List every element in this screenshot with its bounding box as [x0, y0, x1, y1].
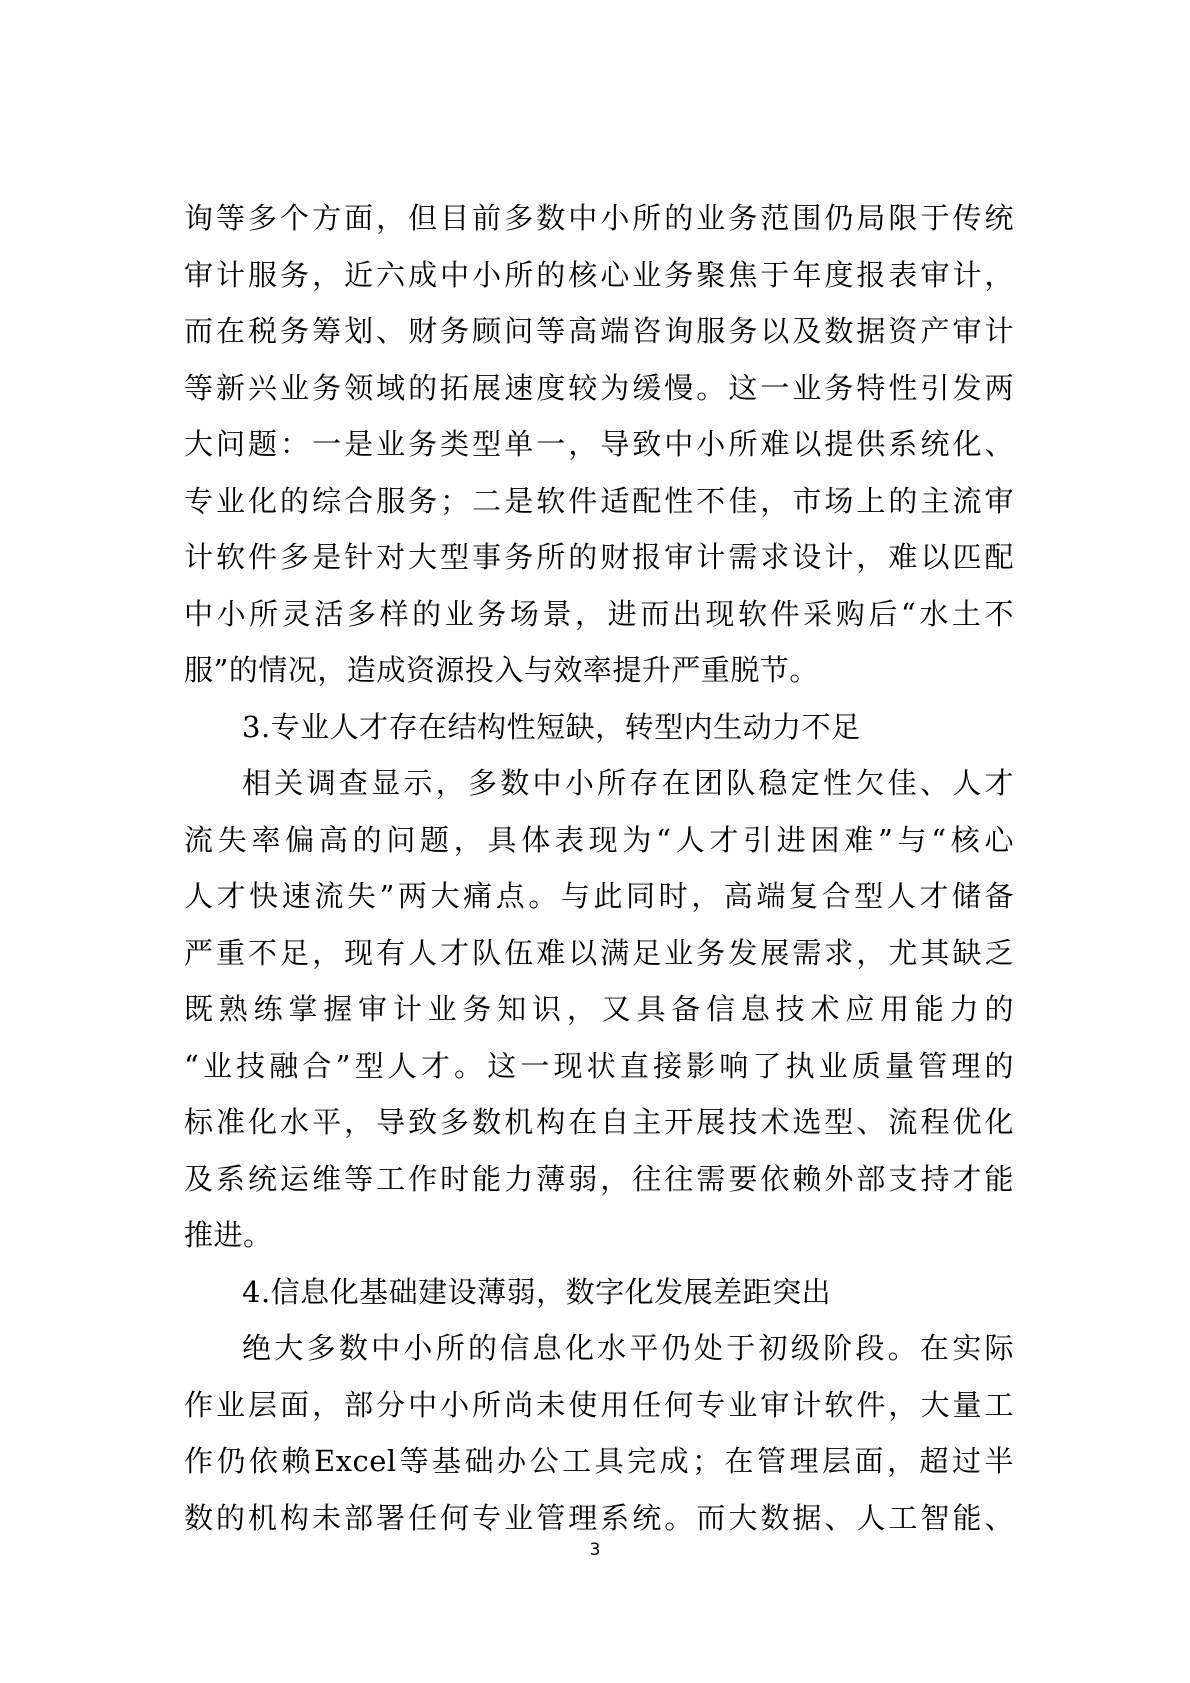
page-number: 3	[589, 1540, 601, 1560]
heading-text: 4.信息化基础建设薄弱，数字化发展差距突出	[242, 1274, 832, 1309]
text-line: 标准化水平，导致多数机构在自主开展技术选型、流程优化	[184, 1105, 1014, 1139]
text-line: 流失率偏高的问题，具体表现为“人才引进困难”与“核心	[184, 822, 1014, 857]
text-line: 作业层面，部分中小所尚未使用任何专业审计软件，大量工	[184, 1387, 1014, 1422]
text-line: 及系统运维等工作时能力薄弱，往往需要依赖外部支持才能	[184, 1161, 1014, 1196]
text-line: 严重不足，现有人才队伍难以满足业务发展需求，尤其缺乏	[184, 935, 1014, 970]
text-line: 绝大多数中小所的信息化水平仍处于初级阶段。在实际	[242, 1331, 1014, 1365]
text-line: 数的机构未部署任何专业管理系统。而大数据、人工智能、	[184, 1500, 1014, 1535]
text-line: 既熟练掌握审计业务知识，又具备信息技术应用能力的	[184, 992, 1014, 1026]
heading-text: 3.专业人才存在结构性短缺，转型内生动力不足	[242, 709, 861, 744]
text-line: “业技融合”型人才。这一现状直接影响了执业质量管理的	[184, 1048, 1014, 1083]
text-line: 相关调查显示，多数中小所存在团队稳定性欠佳、人才	[242, 766, 1014, 800]
section-heading-4	[184, 1264, 1014, 1321]
text-line: 大问题：一是业务类型单一，导致中小所难以提供系统化、	[184, 427, 1014, 461]
text-line: 询等多个方面，但目前多数中小所的业务范围仍局限于传统	[184, 201, 1014, 235]
text-line: 专业化的综合服务；二是软件适配性不佳，市场上的主流审	[184, 483, 1014, 518]
paragraph-talent	[184, 755, 1014, 1264]
text-line: 等新兴业务领域的拓展速度较为缓慢。这一业务特性引发两	[184, 370, 1014, 405]
text-line: 作仍依赖Excel等基础办公工具完成；在管理层面，超过半	[184, 1444, 1014, 1478]
text-line: 计软件多是针对大型事务所的财报审计需求设计，难以匹配	[184, 540, 1014, 574]
text-line: 而在税务筹划、财务顾问等高端咨询服务以及数据资产审计	[184, 314, 1014, 348]
text-line: 审计服务，近六成中小所的核心业务聚焦于年度报表审计，	[184, 257, 1014, 292]
text-line: 推进。	[184, 1218, 273, 1252]
text-line: 服”的情况，造成资源投入与效率提升严重脱节。	[184, 653, 819, 687]
text-line: 人才快速流失”两大痛点。与此同时，高端复合型人才储备	[184, 879, 1014, 913]
document-body	[184, 190, 1014, 1546]
text-line: 中小所灵活多样的业务场景，进而出现软件采购后“水土不	[184, 596, 1014, 631]
section-heading-3	[184, 699, 1014, 756]
paragraph-continuation	[184, 190, 1014, 699]
paragraph-informatization	[184, 1320, 1014, 1546]
